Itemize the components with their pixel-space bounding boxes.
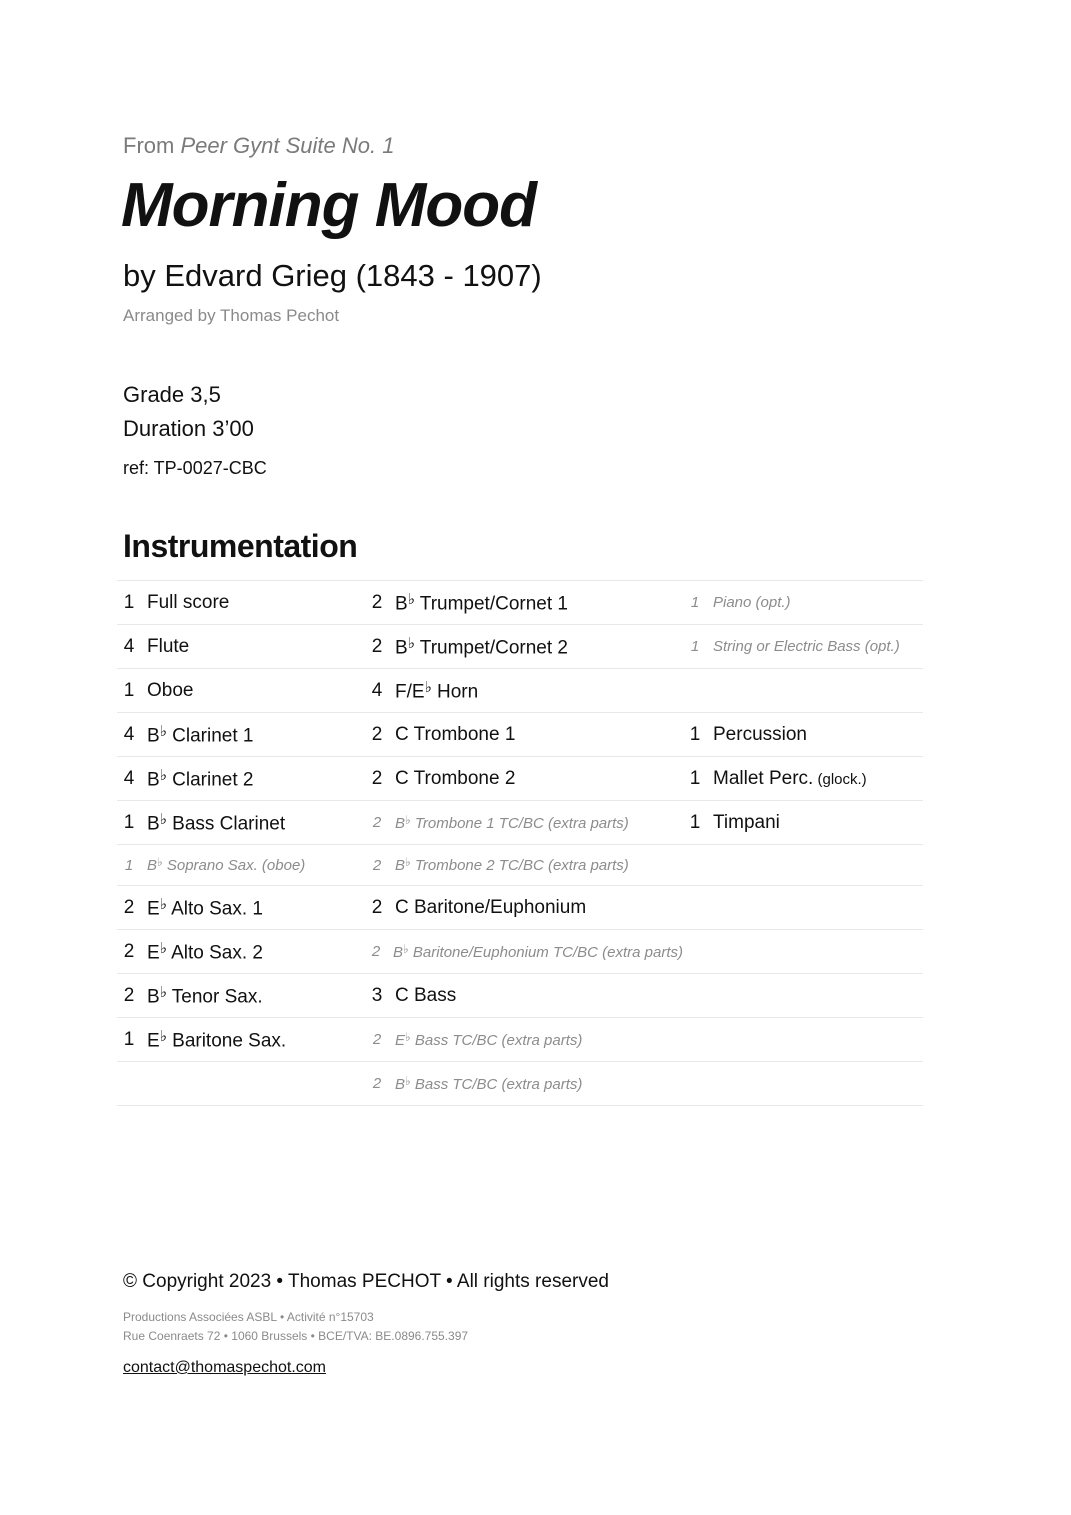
instrument-key: E [147,1030,160,1052]
instrument-name [389,768,515,790]
instrument-name [707,594,791,611]
table-row [117,581,923,625]
instrument-key: B [147,725,160,747]
instrument-name [707,724,807,746]
instrument-label: C Trombone 1 [395,723,516,745]
instrument-quantity: 4 [123,767,135,789]
instrument-quantity: 1 [689,767,701,789]
instrument-key: F/E [395,681,425,703]
instrument-cell [117,680,365,702]
table-row [117,930,923,974]
instrument-name [707,812,780,834]
flat-symbol-icon: ♭ [159,939,167,957]
instrument-key: E [395,1032,406,1050]
instrument-label: Tenor Sax. [171,986,263,1008]
table-row [117,886,923,930]
instrumentation-heading: Instrumentation [123,528,358,564]
instrument-note: (glock.) [813,770,867,788]
table-row [117,974,923,1018]
instrument-cell [117,1027,365,1052]
flat-symbol-icon: ♭ [405,812,411,827]
instrument-cell [117,766,365,791]
flat-symbol-icon: ♭ [159,983,167,1001]
instrument-name [141,895,263,920]
table-row [117,625,923,669]
instrument-quantity: 2 [371,723,383,745]
instrument-name [389,724,515,746]
instrument-label: Soprano Sax. (oboe) [166,857,306,875]
instrument-cell [117,636,365,658]
flat-symbol-icon: ♭ [403,941,409,956]
instrument-label: Clarinet 2 [172,769,254,791]
instrument-cell [683,594,923,611]
instrument-cell [683,638,923,655]
instrument-quantity: 2 [123,940,135,962]
instrument-name [707,768,867,790]
instrument-cell [365,634,683,659]
instrument-cell [365,897,683,919]
instrument-key: E [147,942,160,964]
instrument-label: Mallet Perc. [713,767,814,789]
grade-label: Grade 3,5 [123,382,221,407]
instrument-cell [683,812,923,834]
instrument-key: B [147,813,160,835]
instrument-key: B [395,857,406,875]
instrument-cell [365,855,683,874]
instrument-label: Horn [437,681,479,703]
instrument-cell [117,895,365,920]
instrument-name [141,592,229,614]
instrument-name [389,813,629,832]
instrument-cell [683,768,923,790]
instrument-key: B [395,637,408,659]
instrument-label: Bass TC/BC (extra parts) [414,1032,583,1050]
instrument-quantity: 4 [123,635,135,657]
instrument-cell [117,983,365,1008]
instrument-cell [365,985,683,1007]
instrument-key: B [393,944,404,962]
flat-symbol-icon: ♭ [159,810,167,828]
instrument-label: Trombone 1 TC/BC (extra parts) [414,815,629,833]
flat-symbol-icon: ♭ [159,1027,167,1045]
flat-symbol-icon: ♭ [159,766,167,784]
instrument-quantity: 1 [123,811,135,833]
copyright-line: © Copyright 2023 • Thomas PECHOT • All rights reserved [123,1271,609,1292]
instrumentation-table [117,580,923,1106]
instrument-quantity: 1 [124,856,134,874]
instrument-name [141,810,285,835]
contact-email-link[interactable]: contact@thomaspechot.com [123,1359,327,1376]
instrument-cell [117,810,365,835]
instrument-name [389,897,586,919]
instrument-label: Bass Clarinet [172,813,286,835]
instrument-name [389,855,629,874]
instrument-cell [117,939,365,964]
arranger-line: Arranged by Thomas Pechot [123,306,340,325]
instrument-quantity: 1 [690,638,700,655]
instrument-name [389,590,568,615]
instrument-quantity: 2 [123,896,135,918]
instrument-name [389,1030,582,1049]
flat-symbol-icon: ♭ [159,895,167,913]
instrument-label: Piano (opt.) [713,594,791,611]
instrument-key: B [147,857,158,875]
instrument-label: Flute [147,635,190,657]
table-row [117,1062,923,1106]
instrument-key: B [147,769,160,791]
piece-title: Morning Mood [121,171,536,240]
instrument-label: Percussion [713,723,807,745]
table-row [117,845,923,886]
instrument-cell [365,724,683,746]
instrument-cell [365,768,683,790]
instrument-quantity: 2 [371,943,381,960]
table-row [117,757,923,801]
instrument-quantity: 1 [689,811,701,833]
flat-symbol-icon: ♭ [407,590,415,608]
instrument-name [389,634,568,659]
instrument-label: Full score [147,591,230,613]
instrument-name [141,766,253,791]
from-prefix: From [123,133,181,158]
instrument-label: C Trombone 2 [395,767,516,789]
instrument-quantity: 2 [371,767,383,789]
flat-symbol-icon: ♭ [407,634,415,652]
instrument-cell [117,722,365,747]
flat-symbol-icon: ♭ [405,855,411,870]
instrument-label: Trumpet/Cornet 1 [419,593,568,615]
duration-label: Duration 3’00 [123,416,254,441]
flat-symbol-icon: ♭ [405,1073,411,1088]
instrument-name [389,1074,582,1093]
instrument-key: B [395,1076,406,1094]
instrument-quantity: 2 [372,814,382,831]
instrument-label: Trombone 2 TC/BC (extra parts) [414,857,629,875]
instrument-cell [365,813,683,832]
instrument-quantity: 3 [371,984,383,1006]
instrument-quantity: 2 [372,856,382,874]
instrument-name [141,680,193,702]
flat-symbol-icon: ♭ [159,722,167,740]
flat-symbol-icon: ♭ [405,1029,411,1044]
instrument-key: E [147,898,160,920]
instrument-quantity: 2 [371,896,383,918]
instrument-quantity: 1 [123,591,135,613]
instrument-name [389,985,456,1007]
instrument-quantity: 1 [123,679,135,701]
instrument-quantity: 2 [371,635,383,657]
instrument-label: Bass TC/BC (extra parts) [414,1076,583,1094]
instrument-cell [365,1030,683,1049]
instrument-name [707,638,900,655]
instrument-cell [365,678,683,703]
table-row [117,713,923,757]
instrument-quantity: 2 [372,1031,382,1048]
instrument-label: Timpani [713,811,780,833]
instrument-quantity: 1 [690,594,700,611]
instrument-quantity: 4 [123,723,135,745]
instrument-label: Alto Sax. 1 [171,898,263,920]
instrument-name [141,939,263,964]
instrument-key: B [395,815,406,833]
source-work-line [123,133,394,159]
instrument-name [387,942,683,961]
instrument-label: Oboe [147,679,194,701]
instrument-quantity: 2 [372,1075,382,1092]
instrument-cell [683,724,923,746]
instrument-name [389,678,478,703]
table-row [117,801,923,845]
flat-symbol-icon: ♭ [157,855,163,870]
instrument-cell [365,942,683,961]
instrument-quantity: 2 [123,984,135,1006]
instrument-quantity: 1 [123,1028,135,1050]
instrument-key: B [395,593,408,615]
publisher-line: Productions Associées ASBL • Activité n°15703 [123,1310,374,1324]
instrument-name [141,636,189,658]
instrument-cell [117,592,365,614]
instrument-quantity: 4 [371,679,383,701]
instrument-key: B [147,986,160,1008]
instrument-quantity: 1 [689,723,701,745]
instrument-label: Baritone/Euphonium TC/BC (extra parts) [412,944,683,962]
instrument-cell [117,855,365,874]
source-work-title: Peer Gynt Suite No. 1 [180,133,395,158]
instrument-name [141,983,263,1008]
instrument-cell [365,590,683,615]
instrument-name [141,855,305,874]
instrument-label: String or Electric Bass (opt.) [713,638,900,655]
instrument-label: Trumpet/Cornet 2 [419,637,568,659]
instrument-cell [365,1074,683,1093]
table-row [117,669,923,713]
instrument-quantity: 2 [371,591,383,613]
address-line: Rue Coenraets 72 • 1060 Brussels • BCE/TVA: BE.0896.755.397 [123,1329,469,1343]
instrument-label: Clarinet 1 [172,725,254,747]
instrument-label: C Bass [395,984,457,1006]
table-row [117,1018,923,1062]
instrument-label: Baritone Sax. [172,1030,287,1052]
instrument-name [141,1027,286,1052]
reference-code: ref: TP-0027-CBC [123,458,267,478]
composer-line: by Edvard Grieg (1843 - 1907) [123,258,542,293]
flat-symbol-icon: ♭ [424,678,432,696]
instrument-label: Alto Sax. 2 [171,942,263,964]
instrument-name [141,722,253,747]
instrument-label: C Baritone/Euphonium [395,896,587,918]
